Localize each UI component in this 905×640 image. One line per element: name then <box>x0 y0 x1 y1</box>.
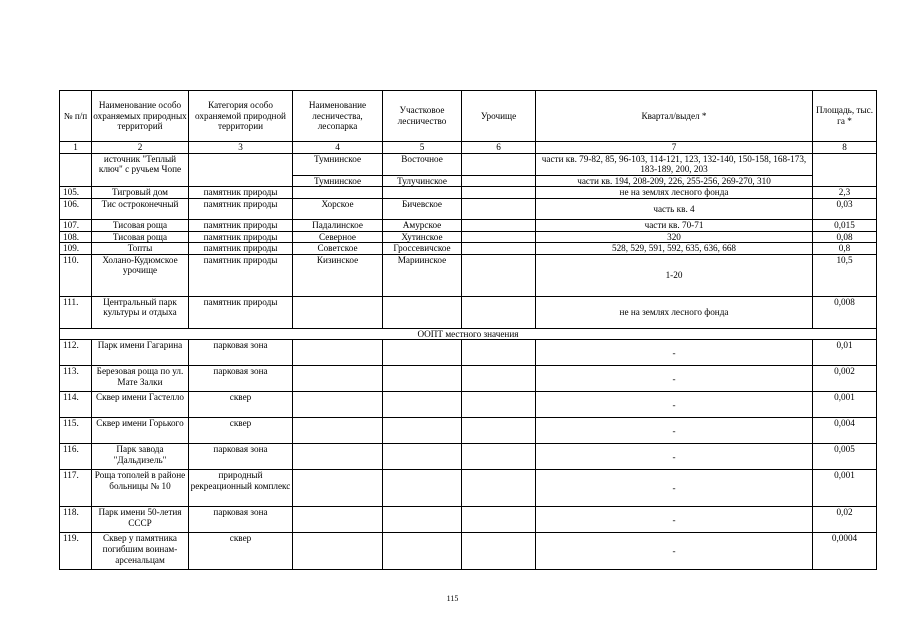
site-name-cell: Сквер имени Гастелло <box>92 392 189 418</box>
table-header-row <box>60 91 877 142</box>
site-name-cell: Сквер имени Горького <box>92 418 189 444</box>
quarter-cell: - <box>536 340 813 366</box>
site-name-cell: источник "Теплый ключ" с ручьем Чопе <box>92 153 189 187</box>
district-cell: Гроссевичское <box>383 243 462 255</box>
category-cell: памятник природы <box>189 198 293 219</box>
area-cell: 0,004 <box>813 418 877 444</box>
table-row <box>60 366 877 392</box>
area-cell: 0,008 <box>813 296 877 328</box>
table-row <box>60 340 877 366</box>
table-row <box>60 243 877 255</box>
quarter-cell: не на землях лесного фонда <box>536 187 813 199</box>
header-area: Площадь, тыс. га * <box>813 91 877 142</box>
table-row <box>60 198 877 219</box>
col-number: 6 <box>462 142 536 154</box>
site-name-cell: Тигровый дом <box>92 187 189 199</box>
area-cell <box>813 153 877 187</box>
forestry-cell <box>293 296 383 328</box>
forestry-cell <box>293 340 383 366</box>
category-cell: природный рекреационный комплекс <box>189 470 293 507</box>
table-row <box>60 153 877 175</box>
quarter-cell: 320 <box>536 231 813 243</box>
table-row <box>60 418 877 444</box>
quarter-cell: - <box>536 507 813 533</box>
quarter-cell: части кв. 79-82, 85, 96-103, 114-121, 123, 132-140, 150-158, 168-173, 183-189, 200, 203 <box>536 153 813 175</box>
protected-areas-table <box>59 90 877 570</box>
area-cell: 0,8 <box>813 243 877 255</box>
site-name-cell: Парк имени Гагарина <box>92 340 189 366</box>
row-number-cell: 117. <box>60 470 92 507</box>
header-name: Наименование особо охраняемых природных территорий <box>92 91 189 142</box>
district-cell <box>383 470 462 507</box>
row-number-cell: 111. <box>60 296 92 328</box>
forestry-cell: Советское <box>293 243 383 255</box>
district-cell <box>383 392 462 418</box>
section-title: ООПТ местного значения <box>60 328 877 340</box>
table-row <box>60 533 877 570</box>
site-name-cell: Березовая роща по ул. Мате Залки <box>92 366 189 392</box>
category-cell: памятник природы <box>189 219 293 231</box>
tract-cell <box>462 418 536 444</box>
forestry-cell: Падалинское <box>293 219 383 231</box>
forestry-cell <box>293 470 383 507</box>
site-name-cell: Тисовая роща <box>92 231 189 243</box>
district-cell: Восточное <box>383 153 462 175</box>
category-cell: парковая зона <box>189 444 293 470</box>
district-cell <box>383 187 462 199</box>
category-cell: парковая зона <box>189 340 293 366</box>
district-cell: Тулучинское <box>383 175 462 187</box>
quarter-cell: - <box>536 366 813 392</box>
col-number: 3 <box>189 142 293 154</box>
quarter-cell: - <box>536 444 813 470</box>
header-quarter: Квартал/выдел * <box>536 91 813 142</box>
table-row <box>60 470 877 507</box>
forestry-cell: Северное <box>293 231 383 243</box>
tract-cell <box>462 243 536 255</box>
quarter-cell: не на землях лесного фонда <box>536 296 813 328</box>
row-number-cell: 109. <box>60 243 92 255</box>
row-number-cell: 105. <box>60 187 92 199</box>
column-number-row <box>60 142 877 154</box>
forestry-cell <box>293 366 383 392</box>
tract-cell <box>462 533 536 570</box>
tract-cell <box>462 231 536 243</box>
header-forestry: Наименование лесничества, лесопарка <box>293 91 383 142</box>
row-number-cell: 115. <box>60 418 92 444</box>
table-row <box>60 254 877 296</box>
site-name-cell: Топты <box>92 243 189 255</box>
tract-cell <box>462 153 536 175</box>
site-name-cell: Холано-Кудюмское урочище <box>92 254 189 296</box>
area-cell: 0,001 <box>813 470 877 507</box>
area-cell: 0,005 <box>813 444 877 470</box>
area-cell: 0,001 <box>813 392 877 418</box>
quarter-cell: 528, 529, 591, 592, 635, 636, 668 <box>536 243 813 255</box>
table-row <box>60 231 877 243</box>
tract-cell <box>462 392 536 418</box>
forestry-cell: Хорское <box>293 198 383 219</box>
tract-cell <box>462 219 536 231</box>
row-number-cell: 119. <box>60 533 92 570</box>
quarter-cell: 1-20 <box>536 254 813 296</box>
site-name-cell: Сквер у памятника погибшим воинам-арсенальцам <box>92 533 189 570</box>
row-number-cell: 107. <box>60 219 92 231</box>
row-number-cell: 108. <box>60 231 92 243</box>
forestry-cell <box>293 533 383 570</box>
row-number-cell: 116. <box>60 444 92 470</box>
forestry-cell <box>293 444 383 470</box>
quarter-cell: - <box>536 418 813 444</box>
category-cell: парковая зона <box>189 366 293 392</box>
district-cell: Хутинское <box>383 231 462 243</box>
forestry-cell <box>293 507 383 533</box>
forestry-cell <box>293 392 383 418</box>
site-name-cell: Роща тополей в районе больницы № 10 <box>92 470 189 507</box>
row-number-cell: 113. <box>60 366 92 392</box>
area-cell: 0,015 <box>813 219 877 231</box>
area-cell: 10,5 <box>813 254 877 296</box>
header-tract: Урочище <box>462 91 536 142</box>
category-cell: парковая зона <box>189 507 293 533</box>
area-cell: 0,0004 <box>813 533 877 570</box>
site-name-cell: Центральный парк культуры и отдыха <box>92 296 189 328</box>
district-cell <box>383 340 462 366</box>
tract-cell <box>462 340 536 366</box>
quarter-cell: часть кв. 4 <box>536 198 813 219</box>
category-cell: памятник природы <box>189 243 293 255</box>
tract-cell <box>462 198 536 219</box>
tract-cell <box>462 470 536 507</box>
row-number-cell: 106. <box>60 198 92 219</box>
section-row <box>60 328 877 340</box>
forestry-cell: Тумнинское <box>293 175 383 187</box>
district-cell: Амурское <box>383 219 462 231</box>
row-number-cell <box>60 153 92 187</box>
category-cell: сквер <box>189 533 293 570</box>
col-number: 1 <box>60 142 92 154</box>
row-number-cell: 114. <box>60 392 92 418</box>
area-cell: 0,02 <box>813 507 877 533</box>
col-number: 8 <box>813 142 877 154</box>
site-name-cell: Тис остроконечный <box>92 198 189 219</box>
quarter-cell: - <box>536 470 813 507</box>
table-row <box>60 444 877 470</box>
quarter-cell: части кв. 70-71 <box>536 219 813 231</box>
header-number: № п/п <box>60 91 92 142</box>
district-cell <box>383 533 462 570</box>
tract-cell <box>462 366 536 392</box>
category-cell <box>189 153 293 187</box>
district-cell <box>383 296 462 328</box>
col-number: 7 <box>536 142 813 154</box>
category-cell: памятник природы <box>189 254 293 296</box>
district-cell: Бичевское <box>383 198 462 219</box>
district-cell: Мариинское <box>383 254 462 296</box>
col-number: 5 <box>383 142 462 154</box>
quarter-cell: части кв. 194, 208-209, 226, 255-256, 269-270, 310 <box>536 175 813 187</box>
area-cell: 0,01 <box>813 340 877 366</box>
area-cell: 0,08 <box>813 231 877 243</box>
table-row <box>60 219 877 231</box>
category-cell: памятник природы <box>189 231 293 243</box>
category-cell: памятник природы <box>189 296 293 328</box>
district-cell <box>383 366 462 392</box>
forestry-cell: Кизинское <box>293 254 383 296</box>
tract-cell <box>462 444 536 470</box>
quarter-cell: - <box>536 533 813 570</box>
tract-cell <box>462 507 536 533</box>
row-number-cell: 118. <box>60 507 92 533</box>
site-name-cell: Парк завода "Дальдизель" <box>92 444 189 470</box>
district-cell <box>383 418 462 444</box>
col-number: 4 <box>293 142 383 154</box>
site-name-cell: Тисовая роща <box>92 219 189 231</box>
area-cell: 0,002 <box>813 366 877 392</box>
table-row <box>60 507 877 533</box>
area-cell: 2,3 <box>813 187 877 199</box>
category-cell: памятник природы <box>189 187 293 199</box>
forestry-cell <box>293 418 383 444</box>
tract-cell <box>462 175 536 187</box>
row-number-cell: 112. <box>60 340 92 366</box>
tract-cell <box>462 296 536 328</box>
district-cell <box>383 444 462 470</box>
page-number: 115 <box>446 594 459 603</box>
row-number-cell: 110. <box>60 254 92 296</box>
quarter-cell: - <box>536 392 813 418</box>
category-cell: сквер <box>189 392 293 418</box>
header-district: Участковое лесничество <box>383 91 462 142</box>
table-row <box>60 392 877 418</box>
district-cell <box>383 507 462 533</box>
table-row <box>60 296 877 328</box>
tract-cell <box>462 254 536 296</box>
category-cell: сквер <box>189 418 293 444</box>
forestry-cell <box>293 187 383 199</box>
area-cell: 0,03 <box>813 198 877 219</box>
tract-cell <box>462 187 536 199</box>
table-row <box>60 187 877 199</box>
header-category: Категория особо охраняемой природной территории <box>189 91 293 142</box>
col-number: 2 <box>92 142 189 154</box>
site-name-cell: Парк имени 50-летия СССР <box>92 507 189 533</box>
forestry-cell: Тумнинское <box>293 153 383 175</box>
